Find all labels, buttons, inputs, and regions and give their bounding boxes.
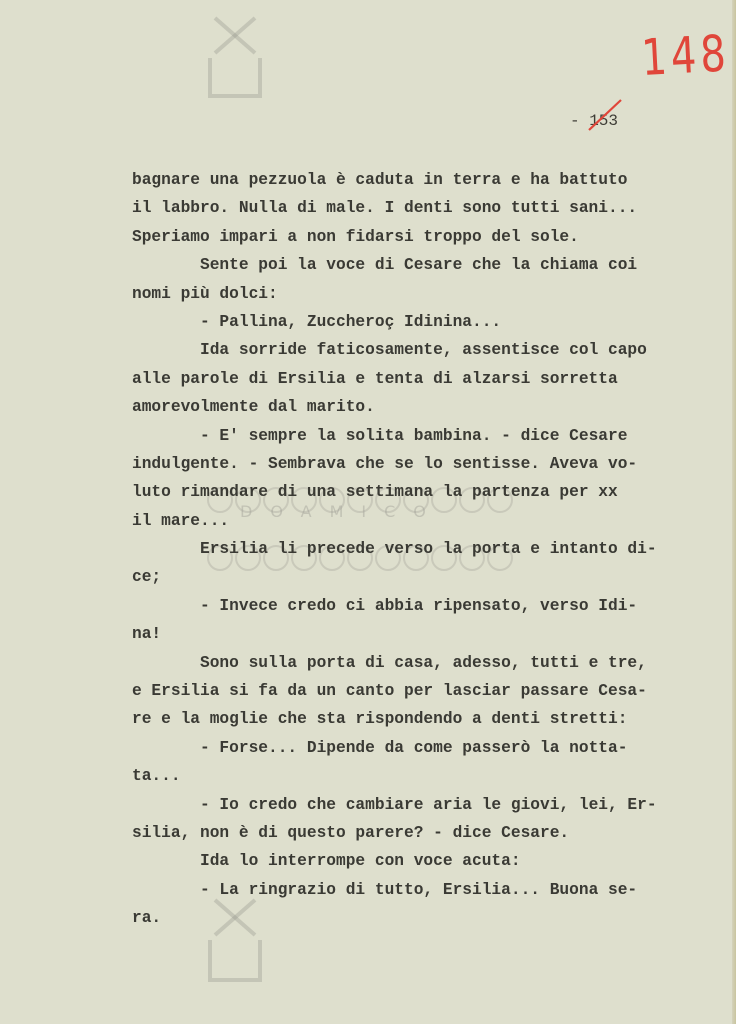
text-line: silia, non è di questo parere? - dice Cesare.	[132, 823, 570, 842]
text-line: ta...	[132, 767, 181, 786]
text-line: nomi più dolci:	[132, 284, 278, 303]
text-line: Sente poi la voce di Cesare che la chiama coi	[200, 256, 638, 275]
text-line: bagnare una pezzuola è caduta in terra e ha battuto	[132, 171, 628, 189]
watermark-text: DOAMICO	[240, 502, 444, 521]
text-line: re e la moglie che sta rispondendo a denti stretti:	[132, 710, 628, 729]
text-line: amorevolmente dal marito.	[132, 398, 375, 417]
text-line: - Io credo che cambiare aria le giovi, lei, Er-	[200, 795, 657, 814]
text-line: - Forse... Dipende da come passerò la notta-	[200, 738, 628, 757]
text-line: - Invece credo ci abbia ripensato, verso Idi-	[200, 596, 638, 615]
page-edge	[732, 0, 736, 1024]
text-line: Ersilia li precede verso la porta e intanto di-	[200, 540, 657, 559]
text-line: Sono sulla porta di casa, adesso, tutti e tre,	[200, 653, 647, 672]
windmill-watermark-icon	[200, 8, 270, 98]
text-line: e Ersilia si fa da un canto per lasciar passare Cesa-	[132, 682, 647, 701]
text-line: alle parole di Ersilia e tenta di alzarsi sorretta	[132, 369, 618, 388]
text-line: - La ringrazio di tutto, Ersilia... Buona se-	[200, 880, 638, 899]
text-line: indulgente. - Sembrava che se lo sentisse. Aveva vo-	[132, 454, 638, 473]
handwritten-page-number: 148	[640, 25, 732, 88]
strikethrough-mark	[585, 98, 625, 132]
text-line: luto rimandare di una settimana la partenza per xx	[132, 483, 618, 502]
text-line: ce;	[132, 568, 162, 587]
typed-body-text	[132, 166, 672, 933]
text-line: Ida sorride faticosamente, assentisce col capo	[200, 341, 647, 360]
text-line: il labbro. Nulla di male. I denti sono tutti sani...	[132, 199, 638, 218]
text-line: - Pallina, Zuccheroç Idinina...	[200, 312, 502, 331]
text-line: Speriamo impari a non fidarsi troppo del sole.	[132, 227, 579, 246]
text-line: Ida lo interrompe con voce acuta:	[200, 852, 521, 871]
text-line: - E' sempre la solita bambina. - dice Cesare	[200, 426, 628, 445]
typed-page-number: - 153	[570, 112, 619, 130]
text-line: na!	[132, 625, 162, 644]
text-line: ra.	[132, 909, 162, 928]
text-line: il mare...	[132, 511, 230, 530]
